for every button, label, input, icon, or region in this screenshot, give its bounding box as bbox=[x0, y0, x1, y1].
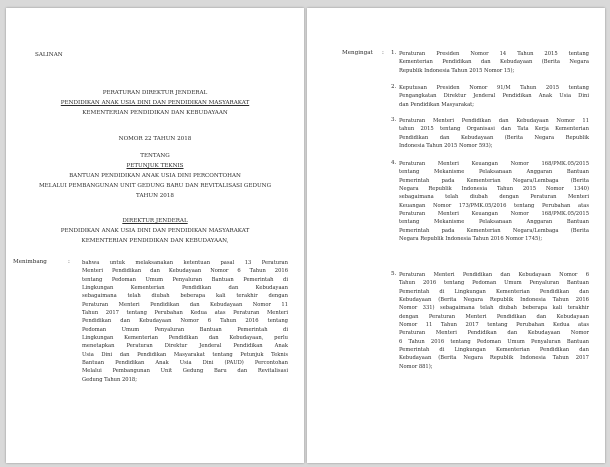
salinan-label: SALINAN bbox=[35, 52, 63, 58]
menimbang-paragraph bbox=[82, 259, 288, 384]
title-line-3: TAHUN 2018 bbox=[136, 193, 174, 199]
list-item-line: sebagaimana telah diubah dengan Peraturan Menteri bbox=[399, 194, 589, 201]
list-item-text bbox=[399, 50, 589, 75]
list-item-line: Nomor 11 Tahun 2017 tentang Perubahan Kedua atas bbox=[399, 322, 589, 329]
document-page-right bbox=[307, 8, 605, 463]
list-item-text bbox=[399, 160, 589, 243]
list-item-line: tahun 2015 tentang Organisasi dan Tata Kerja Kementerian bbox=[399, 126, 589, 133]
menimbang-line: Gedung Tahun 2018; bbox=[82, 376, 137, 383]
menimbang-label: Menimbang bbox=[13, 259, 47, 265]
header-line-2: PENDIDIKAN ANAK USIA DINI DAN PENDIDIKAN MASYARAKAT bbox=[60, 100, 250, 106]
dirjen-line-2: PENDIDIKAN ANAK USIA DINI DAN PENDIDIKAN MASYARAKAT bbox=[60, 228, 250, 234]
dirjen-line-1: DIREKTUR JENDERAL bbox=[122, 218, 188, 224]
list-item-number: 5. bbox=[391, 271, 397, 277]
list-item-line: Pemerintah di Lingkungan Kementerian Pendidikan dan bbox=[399, 288, 589, 295]
list-item-number: 3. bbox=[391, 117, 397, 123]
list-item-line: Pengangkatan Direktur Jenderal Pendidikan Anak Usia Dini bbox=[399, 93, 589, 100]
petunjuk-teknis-label: PETUNJUK TEKNIS bbox=[126, 163, 184, 169]
header-line-1: PERATURAN DIREKTUR JENDERAL bbox=[102, 90, 208, 96]
list-item-text bbox=[399, 271, 589, 371]
menimbang-line: menetapkan Peraturan Direktur Jenderal Pendidikan Anak bbox=[82, 343, 288, 350]
list-item-line: tentang Mekanisme Pelaksanaan Anggaran Bantuan bbox=[399, 169, 589, 176]
menimbang-line: Pedoman Umum Penyaluran Bantuan Pemerintah di bbox=[82, 326, 288, 333]
list-item-number: 1. bbox=[391, 50, 397, 56]
list-item-line: Pemerintah pada Kementerian Negara/Lembaga (Berita bbox=[399, 227, 589, 234]
menimbang-line: Tahun 2017 tentang Perubahan Kedua atas Peraturan Menteri bbox=[82, 310, 288, 317]
menimbang-line: tentang Pedoman Umum Penyaluran Bantuan Pemerintah di bbox=[82, 276, 288, 283]
list-item-line: Pemerintah pada Kementerian Negara/Lembaga (Berita bbox=[399, 177, 589, 184]
list-item-line: dan Pendidikan Masyarakat; bbox=[399, 101, 474, 108]
list-item-line: Pendidikan dan Kebudayaan (Berita Negara Republik bbox=[399, 134, 589, 141]
list-item-line: Peraturan Menteri Keuangan Nomor 168/PMK.05/2015 bbox=[399, 211, 589, 218]
list-item-line: Peraturan Menteri Pendidikan dan Kebudayaan Nomor 6 bbox=[399, 272, 589, 278]
menimbang-line: Menteri Pendidikan dan Kebudayaan Nomor 6 Tahun 2016 bbox=[82, 268, 288, 275]
menimbang-line: Peraturan Menteri Pendidikan dan Kebudayaan Nomor 11 bbox=[82, 301, 288, 308]
title-line-1: BANTUAN PENDIDIKAN ANAK USIA DINI PERCONTOHAN bbox=[69, 173, 241, 179]
list-item-line: Negara Republik Indonesia Tahun 2016 Nomor 1745); bbox=[399, 236, 543, 243]
list-item-line: dengan Peraturan Menteri Pendidikan dan Kebudayaan bbox=[399, 313, 589, 320]
mengingat-label: Mengingat bbox=[342, 50, 373, 56]
list-item-line: tentang Mekanisme Pelaksanaan Anggaran Bantuan bbox=[399, 219, 589, 226]
list-item-number: 2. bbox=[391, 84, 397, 90]
menimbang-line: Pendidikan dan Kebudayaan Nomor 6 Tahun 2016 tentang bbox=[82, 318, 288, 325]
list-item-line: Nomor 331) sebagaimana telah diubah beberapa kali terakhir bbox=[399, 305, 589, 312]
mengingat-separator: : bbox=[382, 50, 384, 56]
title-line-2: MELALUI PEMBANGUNAN UNIT GEDUNG BARU DAN REVITALISASI GEDUNG bbox=[38, 183, 272, 189]
menimbang-line: bahwa untuk melaksanakan ketentuan pasal 13 Peraturan bbox=[82, 260, 288, 266]
list-item-line: Tahun 2016 tentang Pedoman Umum Penyaluran Bantuan bbox=[399, 280, 589, 287]
menimbang-line: Melalui Pembangunan Unit Gedung Baru dan Revitalisasi bbox=[82, 368, 288, 375]
list-item-line: Peraturan Menteri Pendidikan dan Kebudayaan Nomor 11 bbox=[399, 118, 589, 124]
list-item-text bbox=[399, 117, 589, 150]
list-item-line: Indonesia Tahun 2015 Nomor 593); bbox=[399, 143, 493, 150]
list-item-number: 4. bbox=[391, 160, 397, 166]
list-item-line: Kebudayaan (Berita Negara Republik Indonesia Tahun 2017 bbox=[399, 355, 589, 362]
header-line-3: KEMENTERIAN PENDIDIKAN DAN KEBUDAYAAN bbox=[82, 110, 228, 116]
menimbang-separator: : bbox=[68, 259, 70, 265]
menimbang-line: sebagaimana telah diubah beberapa kali terakhir dengan bbox=[82, 293, 288, 300]
list-item-line: Peraturan Menteri Pendidikan dan Kebudayaan Nomor bbox=[399, 330, 589, 337]
list-item-line: Kebudayaan (Berita Negara Republik Indonesia Tahun 2016 bbox=[399, 297, 589, 304]
list-item-line: Pemerintah di Lingkungan Kementerian Pendidikan dan bbox=[399, 347, 589, 354]
list-item-line: 6 Tahun 2016 tentang Pedoman Umum Penyaluran Bantuan bbox=[399, 338, 589, 345]
menimbang-line: Lingkungan Kementerian Pendidikan dan Kebudayaan bbox=[82, 285, 288, 292]
list-item-line: Keuangan Nomor 173/PMK.05/2016 tentang Perubahan atas bbox=[399, 202, 589, 209]
menimbang-line: Bantuan Pendidikan Anak Usia Dini (PAUD) Percontohan bbox=[82, 360, 288, 367]
dirjen-line-3: KEMENTERIAN PENDIDIKAN DAN KEBUDAYAAN, bbox=[81, 238, 229, 244]
list-item-line: Nomor 881); bbox=[399, 363, 433, 370]
list-item-line: Peraturan Presiden Nomor 14 Tahun 2015 tentang bbox=[399, 51, 589, 57]
list-item-line: Negara Republik Indonesia Tahun 2015 Nomor 1340) bbox=[399, 186, 589, 193]
menimbang-line: Lingkungan Kementerian Pendidikan dan Kebudayaan, perlu bbox=[82, 335, 288, 342]
list-item-line: Kementerian Pendidikan dan Kebudayaan (Berita Negara bbox=[399, 59, 589, 66]
document-number: NOMOR 22 TAHUN 2018 bbox=[118, 136, 192, 142]
document-page-left bbox=[6, 8, 304, 463]
menimbang-line: Usia Dini dan Pendidikan Masyarakat tentang Petunjuk Teknis bbox=[82, 351, 288, 358]
tentang-label: TENTANG bbox=[140, 153, 170, 159]
list-item-line: Keputusan Presiden Nomor 91/M Tahun 2015 tentang bbox=[399, 85, 589, 91]
list-item-text bbox=[399, 84, 589, 109]
list-item-line: Republik Indonesia Tahun 2015 Nomor 15); bbox=[399, 67, 515, 74]
list-item-line: Peraturan Menteri Keuangan Nomor 168/PMK.05/2015 bbox=[399, 161, 589, 167]
